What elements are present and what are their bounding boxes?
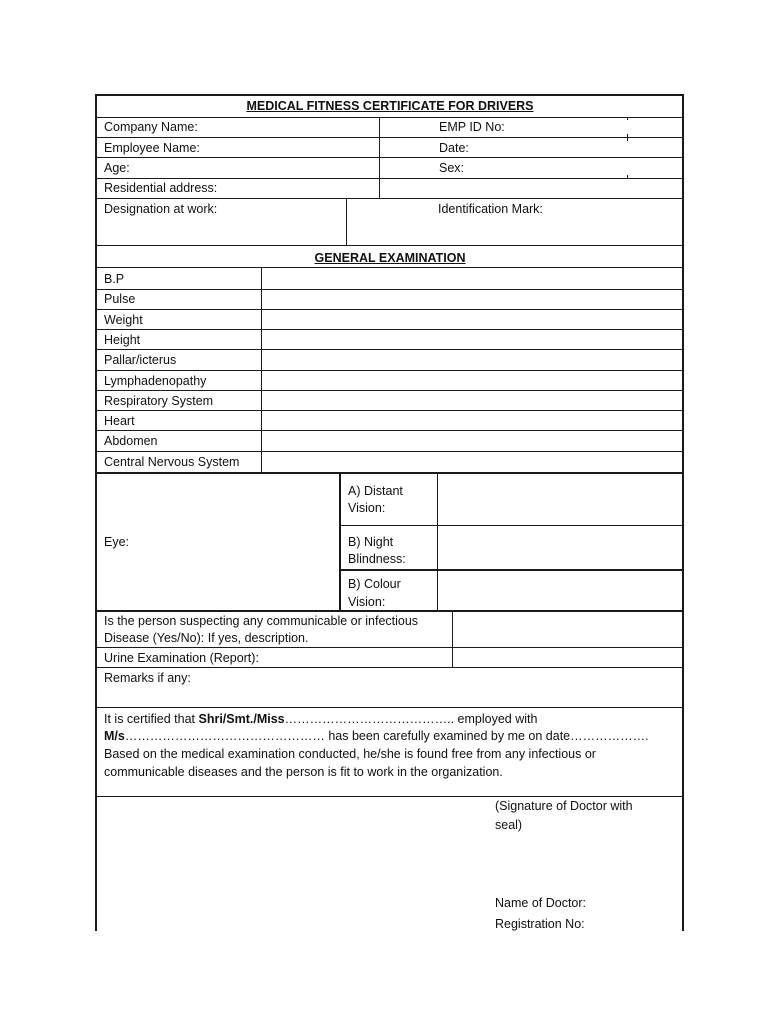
divider xyxy=(96,610,684,612)
divider xyxy=(96,410,684,411)
eye-test-night-line1: B) Night xyxy=(348,535,394,549)
divider xyxy=(96,647,684,648)
certification-line4: communicable diseases and the person is fit to work in the organization. xyxy=(104,765,503,779)
divider xyxy=(96,289,684,290)
divider xyxy=(96,472,684,474)
exam-row-pulse: Pulse xyxy=(104,292,136,306)
divider xyxy=(96,451,684,452)
exam-row-lymphadenopathy: Lymphadenopathy xyxy=(104,374,207,388)
divider xyxy=(379,117,380,199)
eye-label: Eye: xyxy=(104,535,130,549)
exam-row-abdomen: Abdomen xyxy=(104,434,158,448)
divider xyxy=(96,390,684,391)
signature-label-line2: seal) xyxy=(495,818,523,832)
divider xyxy=(261,267,262,473)
registration-no-label: Registration No: xyxy=(495,917,585,931)
exam-row-pallar: Pallar/icterus xyxy=(104,353,177,367)
divider xyxy=(96,245,684,246)
company-name-label: Company Name: xyxy=(104,120,198,134)
exam-row-heart: Heart xyxy=(104,414,135,428)
divider xyxy=(96,430,684,431)
divider xyxy=(340,525,684,526)
residential-address-label: Residential address: xyxy=(104,181,218,195)
eye-test-distant-line1: A) Distant xyxy=(348,484,403,498)
certification-line2 xyxy=(104,728,649,744)
certification-line3: Based on the medical examination conducted, he/she is found free from any infectious or xyxy=(104,747,596,761)
divider xyxy=(96,267,684,268)
exam-row-cns: Central Nervous System xyxy=(104,455,240,469)
certification-line1 xyxy=(104,711,537,727)
urine-examination-label: Urine Examination (Report): xyxy=(104,651,259,665)
divider xyxy=(96,198,684,199)
divider xyxy=(627,175,628,179)
certification-employed-with: ………………………………….. employed with xyxy=(284,712,538,726)
doctor-name-label: Name of Doctor: xyxy=(495,896,587,910)
certification-examined-on: ………………………………………… has been carefully examined by me on date………………. xyxy=(124,729,649,743)
eye-test-distant-line2: Vision: xyxy=(348,501,386,515)
divider xyxy=(96,178,684,179)
certification-prefix: It is certified that xyxy=(104,712,199,726)
divider xyxy=(339,473,341,611)
divider xyxy=(96,329,684,330)
certification-name-title: Shri/Smt./Miss xyxy=(198,712,285,726)
divider xyxy=(437,473,438,611)
divider xyxy=(96,309,684,310)
divider xyxy=(96,117,684,118)
divider xyxy=(452,611,453,668)
exam-row-height: Height xyxy=(104,333,141,347)
eye-test-colour-line2: Vision: xyxy=(348,595,386,609)
emp-id-label: EMP ID No: xyxy=(439,120,505,134)
divider xyxy=(96,667,684,668)
exam-row-respiratory: Respiratory System xyxy=(104,394,214,408)
form-title: MEDICAL FITNESS CERTIFICATE FOR DRIVERS xyxy=(246,99,534,113)
border-right xyxy=(682,94,684,931)
date-label: Date: xyxy=(439,141,469,155)
signature-label-line1: (Signature of Doctor with xyxy=(495,799,633,813)
remarks-label: Remarks if any: xyxy=(104,671,191,685)
eye-test-colour-line1: B) Colour xyxy=(348,577,401,591)
divider xyxy=(627,117,628,120)
divider xyxy=(346,198,347,246)
divider xyxy=(96,157,684,158)
exam-row-bp: B.P xyxy=(104,272,125,286)
divider xyxy=(96,137,684,138)
divider xyxy=(96,707,684,708)
divider xyxy=(340,569,684,571)
general-examination-heading: GENERAL EXAMINATION xyxy=(314,251,466,265)
certification-company-prefix: M/s xyxy=(104,729,125,743)
employee-name-label: Employee Name: xyxy=(104,141,200,155)
age-label: Age: xyxy=(104,161,130,175)
sex-label: Sex: xyxy=(439,161,465,175)
designation-label: Designation at work: xyxy=(104,202,218,216)
divider xyxy=(627,134,628,141)
divider xyxy=(96,349,684,350)
identification-mark-label: Identification Mark: xyxy=(438,202,543,216)
communicable-question-line1: Is the person suspecting any communicable or infectious xyxy=(104,614,419,628)
divider xyxy=(96,370,684,371)
border-top xyxy=(96,94,684,96)
border-left xyxy=(95,94,97,931)
exam-row-weight: Weight xyxy=(104,313,143,327)
communicable-question-line2: Disease (Yes/No): If yes, description. xyxy=(104,631,309,645)
eye-test-night-line2: Blindness: xyxy=(348,552,406,566)
divider xyxy=(96,796,684,797)
